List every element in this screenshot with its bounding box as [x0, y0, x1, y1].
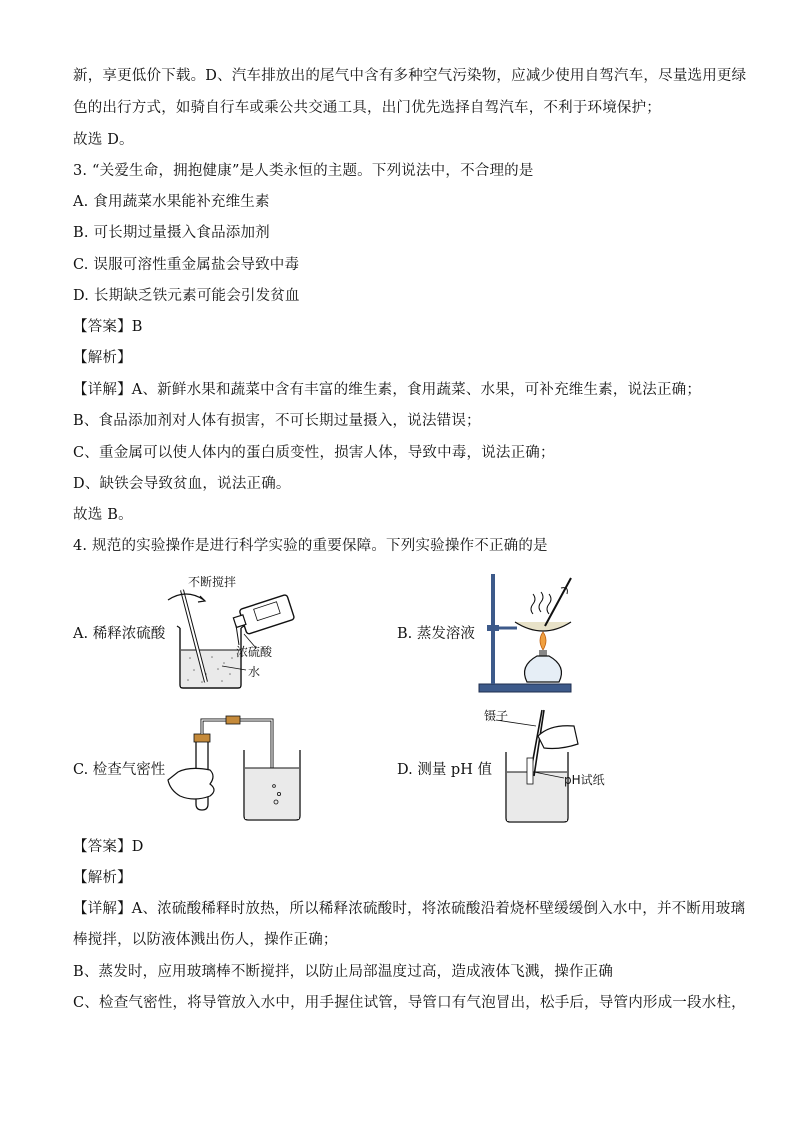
question-4-option-d: D. 测量 pH 值: [397, 762, 492, 778]
airtightness-diagram: [160, 710, 305, 825]
question-3-analysis-heading: 【解析】: [73, 350, 132, 366]
question-4-answer: 【答案】D: [73, 839, 144, 855]
question-4-option-a: A. 稀释浓硫酸: [73, 626, 166, 642]
question-3-detail-line: 【详解】A、新鲜水果和蔬菜中含有丰富的维生素，食用蔬菜、水果，可补充维生素，说法正确；: [73, 382, 702, 398]
question-3-conclusion: 故选 B。: [73, 507, 133, 523]
question-3-detail-line: B、食品添加剂对人体有损害，不可长期过量摄入，说法错误；: [73, 413, 481, 429]
ph-measurement-diagram: [478, 706, 613, 828]
question-4-detail-line: C、检查气密性，将导管放入水中，用手握住试管，导管口有气泡冒出，松手后，导管内形成一段水柱，: [73, 995, 746, 1011]
question-3-option-d: D. 长期缺乏铁元素可能会引发贫血: [73, 288, 300, 304]
evaporation-diagram: [475, 570, 585, 698]
paragraph-line: 色的出行方式，如骑自行车或乘公共交通工具，出门优先选择自驾汽车，不利于环境保护；: [73, 100, 661, 116]
question-4-option-b: B. 蒸发溶液: [397, 626, 475, 642]
question-3-answer: 【答案】B: [73, 319, 143, 335]
question-3-option-c: C. 误服可溶性重金属盐会导致中毒: [73, 257, 300, 273]
acid-label: 浓硫酸: [236, 645, 273, 659]
question-4-detail-line: 【详解】A、浓硫酸稀释时放热，所以稀释浓硫酸时，将浓硫酸沿着烧杯壁缓缓倒入水中，并不断用玻璃: [73, 901, 746, 917]
question-4-stem: 4. 规范的实验操作是进行科学实验的重要保障。下列实验操作不正确的是: [73, 538, 548, 554]
ph-paper-label: pH试纸: [564, 773, 605, 787]
conclusion-line: 故选 D。: [73, 132, 134, 148]
dilution-diagram: [160, 570, 320, 695]
question-4-analysis-heading: 【解析】: [73, 870, 132, 886]
tweezers-label: 镊子: [484, 709, 509, 723]
paragraph-line: 新，享更低价下载。D、汽车排放出的尾气中含有多种空气污染物，应减少使用自驾汽车，尽量选用更绿: [73, 68, 747, 84]
question-3-stem: 3. “关爱生命，拥抱健康”是人类永恒的主题。下列说法中，不合理的是: [73, 163, 534, 179]
question-3-option-b: B. 可长期过量摄入食品添加剂: [73, 225, 270, 241]
question-4-detail-line: 棒搅拌，以防液体溅出伤人，操作正确；: [73, 932, 338, 948]
question-3-detail-line: C、重金属可以使人体内的蛋白质变性，损害人体，导致中毒，说法正确；: [73, 445, 555, 461]
question-3-option-a: A. 食用蔬菜水果能补充维生素: [73, 194, 270, 210]
stir-label: 不断搅拌: [188, 575, 237, 589]
question-4-detail-line: B、蒸发时，应用玻璃棒不断搅拌，以防止局部温度过高，造成液体飞溅，操作正确: [73, 964, 614, 980]
question-3-detail-line: D、缺铁会导致贫血，说法正确。: [73, 476, 291, 492]
water-label: 水: [248, 665, 261, 679]
question-4-option-c: C. 检查气密性: [73, 762, 166, 778]
